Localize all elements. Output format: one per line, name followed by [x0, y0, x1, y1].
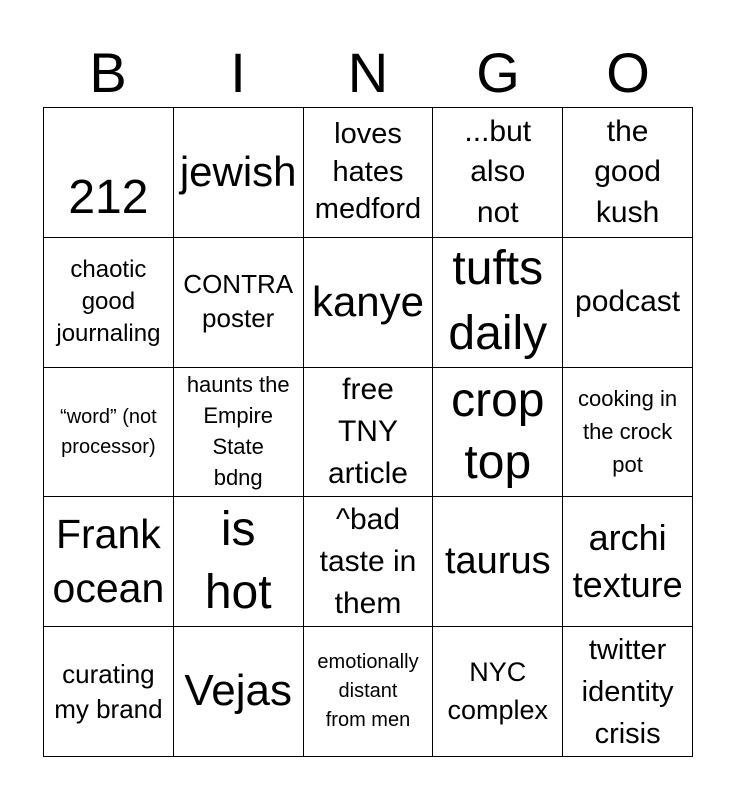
bingo-cell[interactable]	[563, 627, 693, 757]
cell-text: jewish	[179, 148, 297, 196]
bingo-cell[interactable]	[44, 627, 174, 757]
bingo-cell[interactable]	[174, 627, 304, 757]
cell-text: emotionally distant from men	[317, 651, 419, 732]
cell-text: Frank ocean	[52, 511, 165, 611]
cell-text: kanye	[311, 278, 425, 326]
cell-text: tufts daily	[448, 242, 548, 361]
bingo-cell[interactable]	[433, 497, 563, 627]
cell-text: loves hates medford	[314, 117, 422, 226]
bingo-cell[interactable]	[44, 238, 174, 368]
header-letter-i: I	[230, 41, 246, 104]
bingo-cell[interactable]	[304, 238, 434, 368]
cell-text: crop top	[451, 373, 545, 489]
header-letter-b: B	[89, 41, 127, 104]
cell-text: curating my brand	[54, 658, 163, 724]
bingo-cell[interactable]	[304, 627, 434, 757]
cell-text: twitter identity crisis	[581, 633, 674, 750]
bingo-cell[interactable]	[563, 238, 693, 368]
bingo-cell[interactable]	[304, 108, 434, 238]
bingo-grid	[43, 107, 693, 757]
bingo-cell[interactable]	[174, 368, 304, 498]
cell-text: podcast	[575, 285, 681, 319]
cell-text: taurus	[444, 539, 551, 582]
header-letter-o: O	[606, 41, 650, 104]
bingo-cell[interactable]	[563, 497, 693, 627]
bingo-cell[interactable]	[563, 368, 693, 498]
bingo-cell[interactable]	[433, 238, 563, 368]
bingo-cell[interactable]	[433, 108, 563, 238]
bingo-cell[interactable]	[563, 108, 693, 238]
cell-text: Vejas	[184, 666, 293, 716]
cell-text: 212	[68, 171, 149, 225]
cell-text: chaotic good journaling	[56, 255, 161, 348]
bingo-cell[interactable]	[174, 238, 304, 368]
bingo-cell[interactable]	[44, 368, 174, 498]
bingo-header	[43, 40, 693, 106]
cell-text: archi texture	[572, 516, 683, 605]
cell-text: NYC complex	[447, 656, 549, 725]
cell-text: the good kush	[594, 114, 661, 229]
bingo-cell[interactable]	[433, 627, 563, 757]
cell-text: cooking in the crock pot	[578, 386, 678, 478]
cell-text: “word” (not processor)	[60, 405, 157, 458]
cell-text: ...but also not	[464, 114, 532, 229]
cell-text: haunts the Empire State bdng	[186, 372, 290, 490]
bingo-cell[interactable]	[433, 368, 563, 498]
cell-text: CONTRA poster	[183, 269, 294, 334]
header-letter-n: N	[347, 41, 389, 104]
bingo-cell[interactable]	[44, 108, 174, 238]
bingo-cell[interactable]	[174, 497, 304, 627]
header-letter-g: G	[476, 41, 520, 104]
cell-text: ^bad taste in them	[319, 502, 417, 620]
bingo-cell[interactable]	[304, 497, 434, 627]
cell-text: is hot	[204, 503, 272, 619]
bingo-cell[interactable]	[174, 108, 304, 238]
bingo-cell[interactable]	[304, 368, 434, 498]
bingo-cell[interactable]	[44, 497, 174, 627]
cell-text: free TNY article	[327, 372, 408, 490]
